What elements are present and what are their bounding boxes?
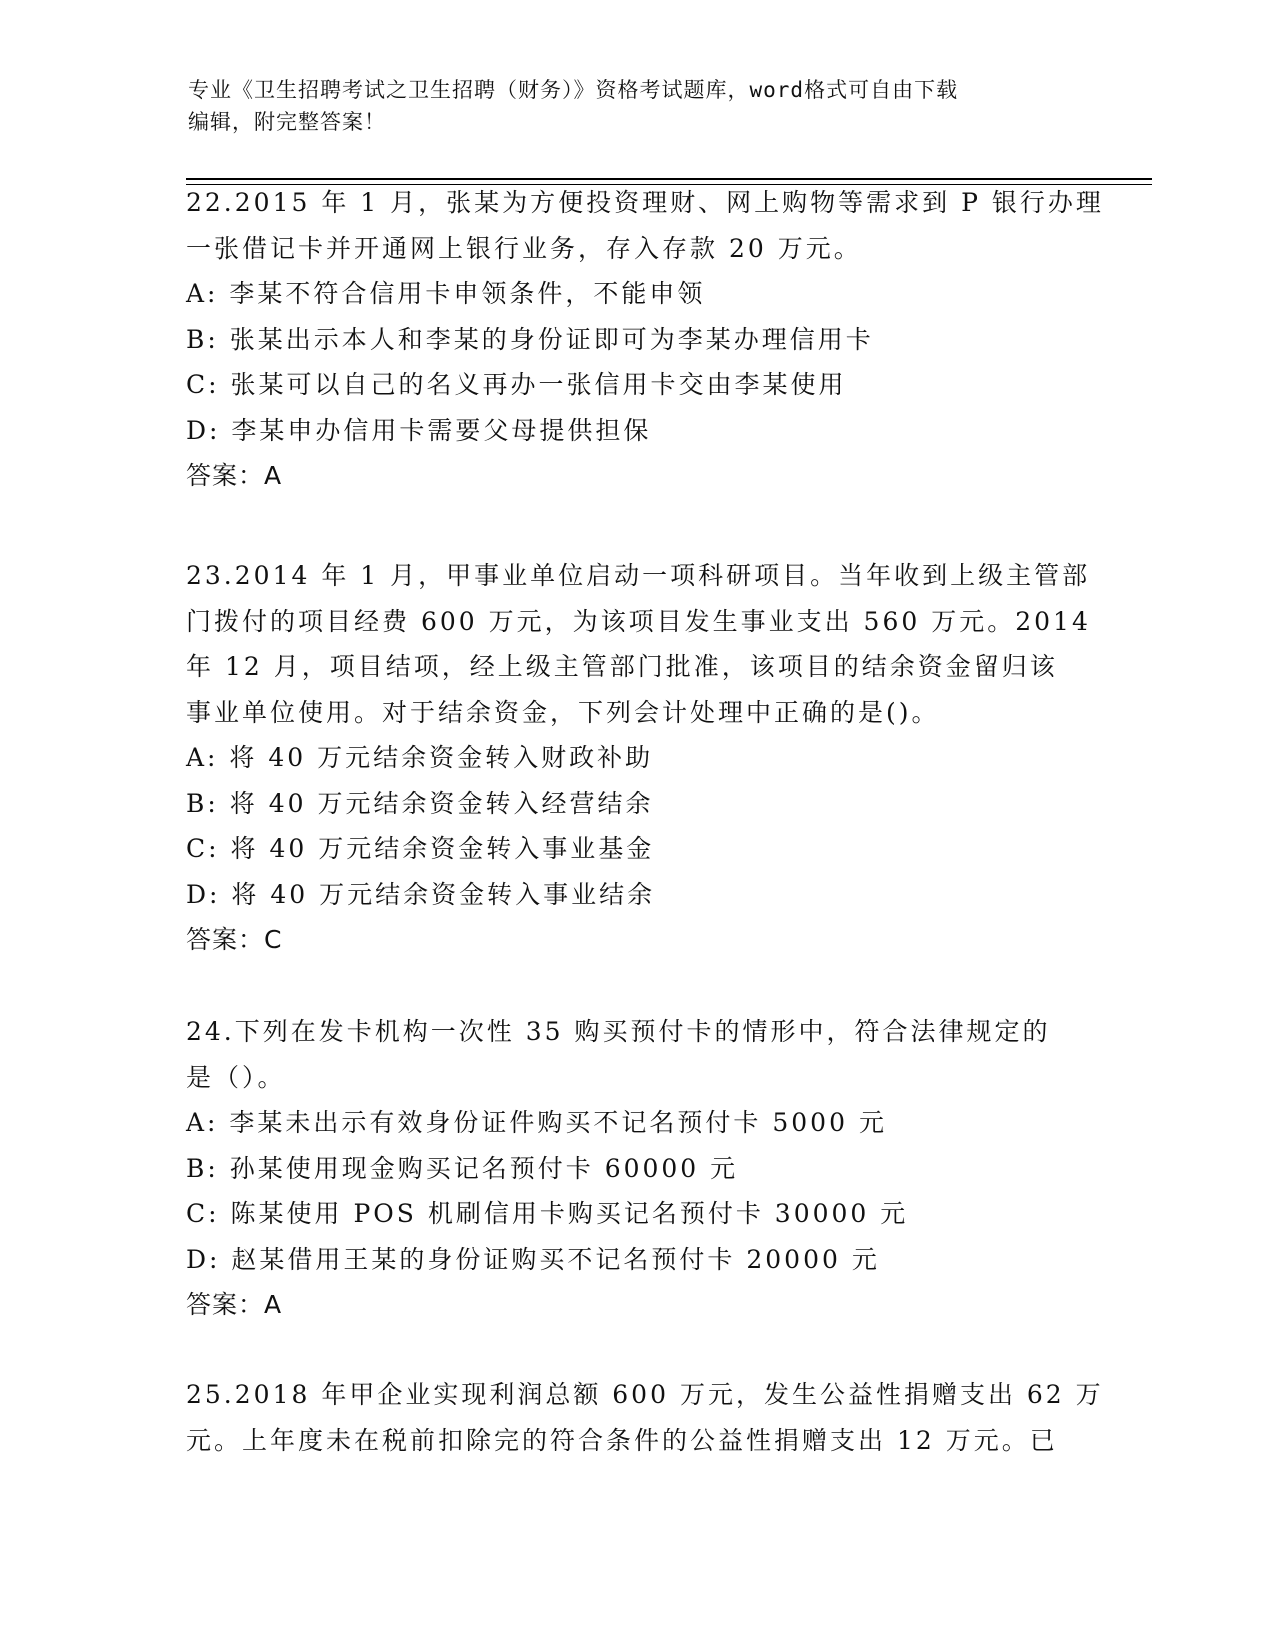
option-d: D: 将 40 万元结余资金转入事业结余 xyxy=(186,879,656,909)
header-line-1: 专业《卫生招聘考试之卫生招聘（财务）》资格考试题库，word格式可自由下载 xyxy=(188,78,959,102)
question-stem-line: 是（）。 xyxy=(186,1062,286,1092)
question-stem-line: 一张借记卡并开通网上银行业务，存入存款 20 万元。 xyxy=(186,233,862,263)
answer-label: 答案：A xyxy=(186,1290,283,1319)
question-stem-line: 22.2015 年 1 月，张某为方便投资理财、网上购物等需求到 P 银行办理 xyxy=(186,188,1104,217)
question-stem-line: 事业单位使用。对于结余资金，下列会计处理中正确的是()。 xyxy=(186,697,940,727)
question-stem-line: 元。上年度未在税前扣除完的符合条件的公益性捐赠支出 12 万元。已 xyxy=(186,1425,1058,1455)
option-a: A: 李某不符合信用卡申领条件，不能申领 xyxy=(186,279,706,308)
option-b: B: 孙某使用现金购买记名预付卡 60000 元 xyxy=(186,1153,739,1183)
option-b: B: 将 40 万元结余资金转入经营结余 xyxy=(186,788,654,818)
option-c: C: 将 40 万元结余资金转入事业基金 xyxy=(186,834,655,863)
question-stem-line: 25.2018 年甲企业实现利润总额 600 万元，发生公益性捐赠支出 62 万 xyxy=(186,1380,1104,1409)
question-stem-line: 23.2014 年 1 月，甲事业单位启动一项科研项目。当年收到上级主管部 xyxy=(186,561,1091,590)
question-24 xyxy=(186,1009,1086,1328)
answer-label: 答案：A xyxy=(186,461,283,490)
question-25 xyxy=(186,1372,1104,1463)
document-header xyxy=(188,74,1068,138)
option-c: C: 张某可以自己的名义再办一张信用卡交由李某使用 xyxy=(186,370,847,399)
option-d: D: 李某申办信用卡需要父母提供担保 xyxy=(186,415,652,445)
header-line-2: 编辑，附完整答案！ xyxy=(188,110,386,134)
option-a: A: 李某未出示有效身份证件购买不记名预付卡 5000 元 xyxy=(186,1108,887,1137)
option-a: A: 将 40 万元结余资金转入财政补助 xyxy=(186,743,654,772)
question-stem-line: 年 12 月，项目结项，经上级主管部门批准，该项目的结余资金留归该 xyxy=(186,652,1058,681)
option-d: D: 赵某借用王某的身份证购买不记名预付卡 20000 元 xyxy=(186,1244,880,1274)
question-stem-line: 24.下列在发卡机构一次性 35 购买预付卡的情形中，符合法律规定的 xyxy=(186,1017,1051,1046)
option-c: C: 陈某使用 POS 机刷信用卡购买记名预付卡 30000 元 xyxy=(186,1199,909,1228)
option-b: B: 张某出示本人和李某的身份证即可为李某办理信用卡 xyxy=(186,324,874,354)
question-22 xyxy=(186,180,1104,499)
answer-label: 答案：C xyxy=(186,925,283,954)
question-23 xyxy=(186,553,1091,963)
question-stem-line: 门拨付的项目经费 600 万元，为该项目发生事业支出 560 万元。2014 xyxy=(186,606,1091,636)
